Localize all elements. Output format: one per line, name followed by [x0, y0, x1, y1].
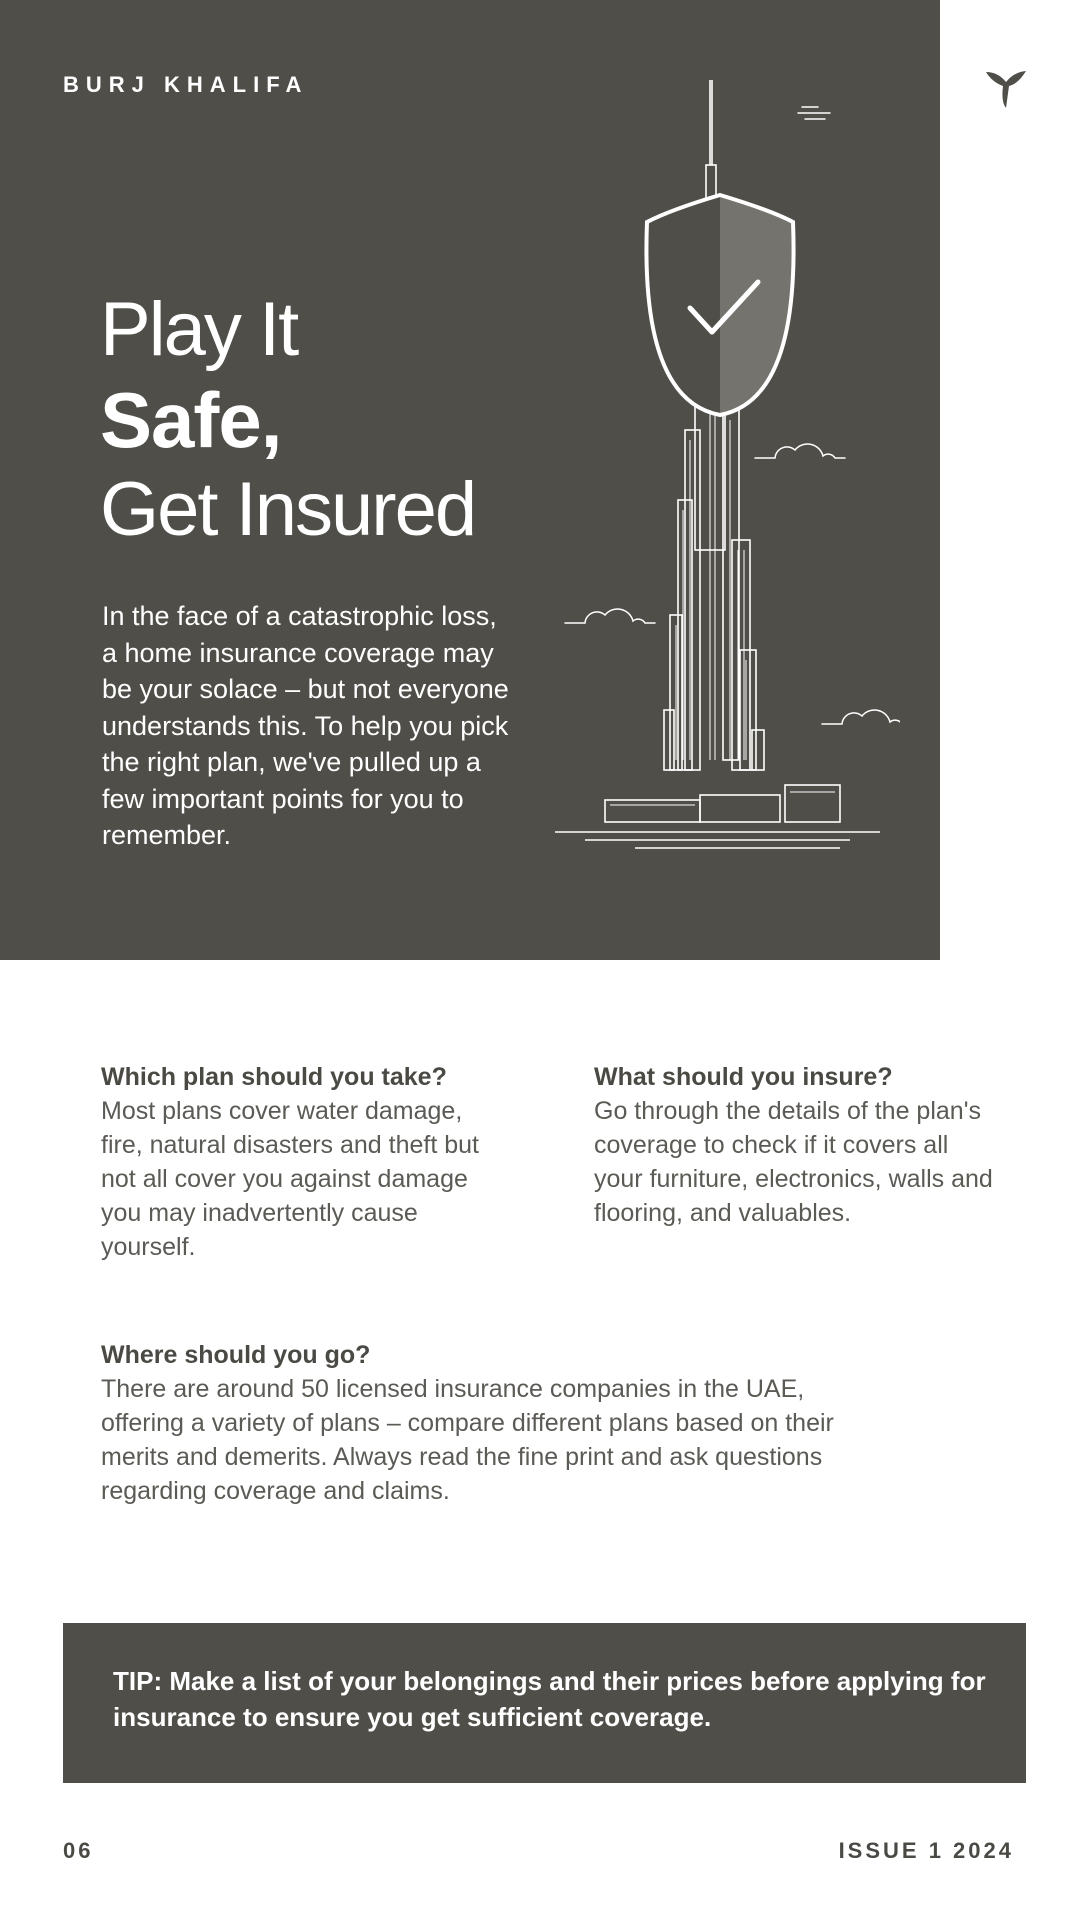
hero-panel [0, 0, 940, 960]
tip-text: TIP: Make a list of your belongings and their prices before applying for insurance to ensure you get sufficient coverage. [113, 1666, 986, 1732]
headline [100, 285, 475, 555]
issue-label: ISSUE 1 2024 [838, 1838, 1014, 1863]
section-body: Most plans cover water damage, fire, natural disasters and theft but not all cover you against damage you may inadvertently cause yourself. [101, 1097, 479, 1261]
cloud-icon [565, 609, 655, 623]
section-heading: Which plan should you take? [101, 1063, 447, 1091]
headline-line-3: Get Insured [100, 467, 476, 552]
cloud-icon [798, 107, 830, 119]
page-number: 06 [63, 1838, 94, 1863]
headline-line-2: Safe, [100, 376, 282, 464]
bird-logo-icon [984, 68, 1028, 110]
headline-line-1: Play It [100, 287, 298, 372]
tip-box [63, 1623, 1026, 1783]
section-heading: Where should you go? [101, 1341, 371, 1369]
section-what-to-insure [594, 1060, 994, 1230]
brand-title: BURJ KHALIFA [63, 72, 309, 97]
section-where-to-go [101, 1338, 881, 1508]
cloud-icon [755, 444, 845, 458]
section-heading: What should you insure? [594, 1063, 893, 1091]
section-body: Go through the details of the plan's coverage to check if it covers all your furniture, electronics, walls and flooring, and valuables. [594, 1097, 993, 1227]
section-body: There are around 50 licensed insurance companies in the UAE, offering a variety of plans – compare different plans based on their merits and demerits. Always read the fine print and ask questions regarding coverage and claims. [101, 1375, 834, 1505]
cloud-icon [822, 710, 900, 724]
intro-paragraph: In the face of a catastrophic loss, a home insurance coverage may be your solace – but not everyone understands this. To help you pick the right plan, we've pulled up a few important points for you to remember. [102, 601, 509, 850]
burj-khalifa-illustration [540, 70, 900, 860]
shield-check-icon [646, 195, 793, 415]
section-which-plan [101, 1060, 501, 1264]
